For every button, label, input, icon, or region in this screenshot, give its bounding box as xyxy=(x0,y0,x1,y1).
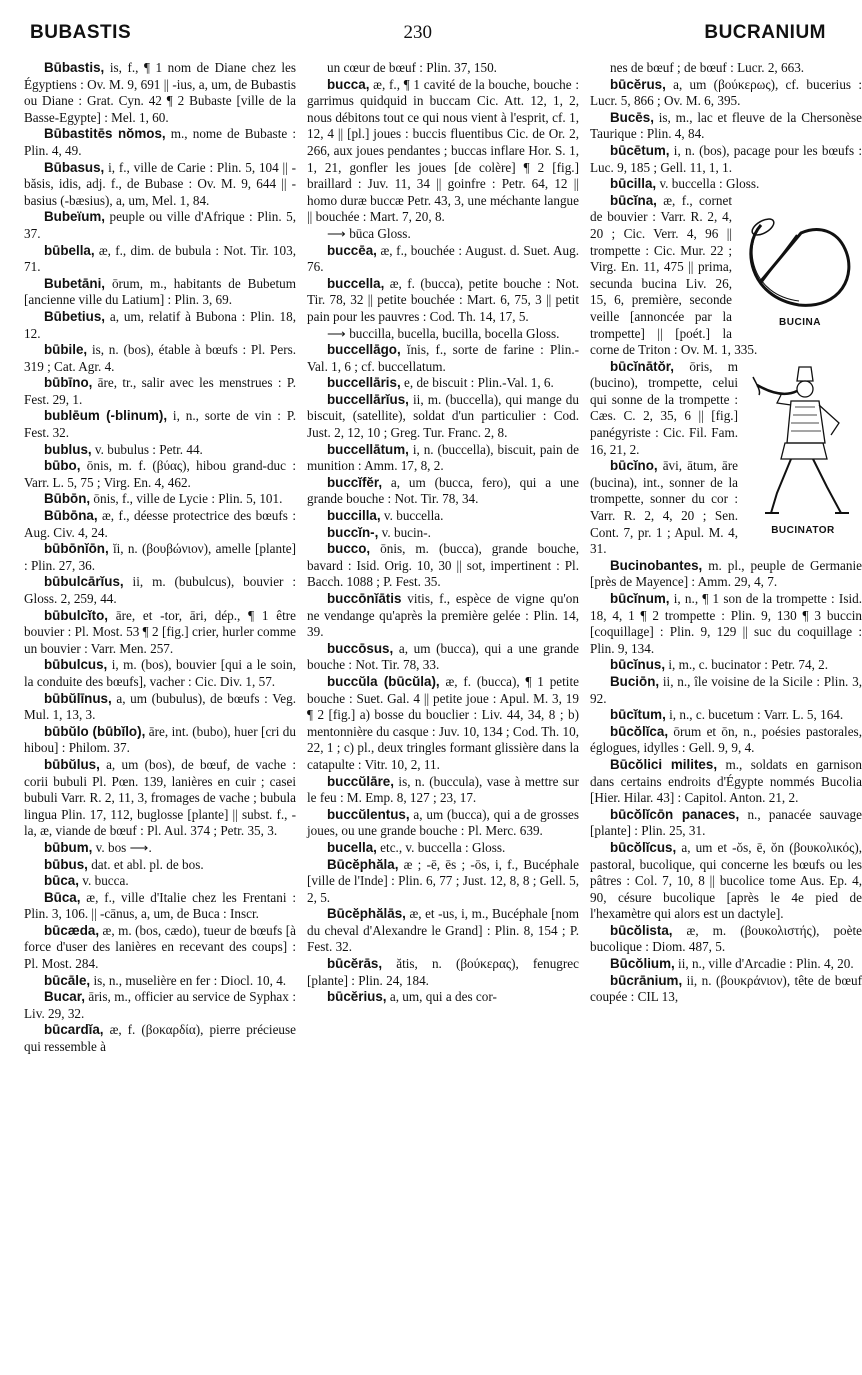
dictionary-entry xyxy=(307,375,579,392)
entry-definition: a, um (βούκερως), cf. bucerius : Lucr. 5, 866 ; Ov. M. 6, 395. xyxy=(590,76,862,109)
dictionary-entry xyxy=(24,608,296,658)
entry-definition: a, um (bucca, fero), qui a une grande bouche : Not. Tir. 78, 34. xyxy=(307,474,580,507)
entry-headword: būcĭtum, xyxy=(610,707,666,723)
column-3 xyxy=(590,60,862,1371)
entry-definition: i, f., ville de Carie : Plin. 5, 104 || -băsis, idis, adj. f., de Bubase : Ov. M. 9, 644 || -basius (-bæsius), a, um, Mel. 1, 84. xyxy=(24,159,296,208)
entry-headword: Būbasus, xyxy=(44,159,105,175)
entry-headword: buccella, xyxy=(327,275,385,291)
dictionary-entry xyxy=(307,475,579,508)
dictionary-entry xyxy=(307,392,579,442)
running-head-left: BUBASTIS xyxy=(30,22,132,43)
page-header xyxy=(30,22,826,58)
entry-definition: v. bucca. xyxy=(82,873,129,889)
running-head-right: BUCRANIUM xyxy=(704,22,826,43)
dictionary-entry xyxy=(307,508,579,525)
dictionary-entry xyxy=(590,674,862,707)
entry-definition: a, um (bucca), qui a une grande bouche : Not. Tir. 78, 33. xyxy=(307,640,579,673)
entry-definition: ii, m. (bubulcus), bouvier : Gloss. 2, 259, 44. xyxy=(24,574,297,606)
entry-headword: Būbōn, xyxy=(44,491,91,507)
entry-headword: Bubeïum, xyxy=(44,209,106,225)
dictionary-entry xyxy=(590,956,862,973)
entry-headword: būbile, xyxy=(44,342,88,358)
bucinator-figure-drawing xyxy=(751,363,855,523)
dictionary-entry xyxy=(24,724,296,757)
entry-bucinator: būcĭnātŏr, ōris, m (bucino), trompette, celui qui sonne de la trompette : Cæs. C. 2, 35, 6 || [fig.] panégyriste : Cic. Fil. Fam. 16, 21, 2. xyxy=(590,358,738,457)
entry-definition: āre, tr., salir avec les menstrues : P. Fest. 29, 1. xyxy=(24,375,296,407)
entry-definition: ⟶ buccilla, bucella, bucilla, bocella Gloss. xyxy=(327,325,560,341)
bucinator-caption: BUCINATOR xyxy=(771,524,835,536)
entry-definition: is, f., ¶ 1 nom de Diane chez les Égyptiens : Ov. M. 9, 691 || -ius, a, um, de Bubastis ou Diane : Grat. Cyn. 42 ¶ 2 Bubaste [ville de la Basse-Egypte] : Mel. 1, 60. xyxy=(24,60,296,125)
entry-definition: æ, m. (βουκολιστής), poète bucolique : Diom. 487, 5. xyxy=(590,922,862,955)
entry-definition: æ, f., ville d'Italie chez les Frentani : Plin. 3, 106. || -cānus, a, um, de Buca : Inscr. xyxy=(24,889,297,922)
dictionary-entry xyxy=(24,458,296,491)
dictionary-entry xyxy=(24,923,296,973)
entry-definition: nes de bœuf ; de bœuf : Lucr. 2, 663. xyxy=(610,60,805,75)
entry-headword: buccōsus, xyxy=(327,640,394,656)
entry-definition: is, n. (bos), étable à bœufs : Pl. Pers. 319 ; Cat. Agr. 4. xyxy=(24,342,297,374)
dictionary-entry xyxy=(307,243,579,276)
entry-definition: v. bubulus : Petr. 44. xyxy=(94,441,203,457)
entry-definition: a, um, qui a des cor- xyxy=(389,989,497,1005)
entry-definition: is, m., lac et fleuve de la Chersonèse Taurique : Plin. 4, 84. xyxy=(590,109,862,142)
entry-headword: būca, xyxy=(44,873,79,889)
entry-definition: i, n., c. bucetum : Varr. L. 5, 164. xyxy=(669,707,844,723)
dictionary-entry xyxy=(24,840,296,857)
dictionary-entry xyxy=(307,989,579,1006)
dictionary-entry xyxy=(24,508,296,541)
dictionary-entry xyxy=(24,126,296,159)
dictionary-entry xyxy=(307,807,579,840)
dictionary-entry xyxy=(307,226,579,243)
dictionary-entry xyxy=(307,840,579,857)
entry-headword: Būcŏlici milites, xyxy=(610,756,718,772)
dictionary-entry xyxy=(24,309,296,342)
entry-definition: æ, et -us, i, m., Bucéphale [nom du cheval d'Alexandre le Grand] : Plin. 8, 154 ; P. Fest. 32. xyxy=(307,906,580,955)
entry-headword: būbella, xyxy=(44,242,95,258)
entry-definition: ii, n., île voisine de la Sicile : Plin. 3, 92. xyxy=(590,673,862,706)
dictionary-entry xyxy=(590,973,862,1006)
entry-definition: v. buccella : Gloss. xyxy=(659,176,760,192)
entry-headword: būcĕrius, xyxy=(327,989,387,1005)
entry-headword: būcĭnum, xyxy=(610,591,670,606)
dictionary-entry xyxy=(307,342,579,375)
entry-headword: būcŏlĭcōn panaces, xyxy=(610,806,740,822)
dictionary-entry xyxy=(24,890,296,923)
entry-headword: būbŭlīnus, xyxy=(44,690,112,706)
entry-definition: ōrum, m., habitants de Bubetum [ancienne ville du Latium] : Plin. 3, 69. xyxy=(24,275,296,308)
entry-headword: buccĭfĕr, xyxy=(327,474,383,490)
dictionary-entry xyxy=(24,757,296,840)
entry-headword: Būca, xyxy=(44,889,81,905)
entry-definition: ōrum et ōn, n., poésies pastorales, églogues, idylles : Gell. 9, 9, 4. xyxy=(590,723,862,756)
entry-headword: būcāle, xyxy=(44,972,91,988)
dictionary-entry xyxy=(307,60,579,77)
entry-headword: buccōnĭātis xyxy=(327,591,402,606)
entry-headword: bublus, xyxy=(44,441,92,457)
dictionary-entry xyxy=(590,176,862,193)
entry-definition: ĭnis, f., sorte de farine : Plin.-Val. 1, 6 ; cf. buccellatum. xyxy=(307,342,580,374)
dictionary-entry xyxy=(24,873,296,890)
dictionary-entry xyxy=(590,707,862,724)
entry-headword: Būcĕphălās, xyxy=(327,906,406,922)
entry-definition: i, n. (buccella), biscuit, pain de munition : Amm. 17, 8, 2. xyxy=(307,441,579,474)
dictionary-entry xyxy=(24,1022,296,1055)
entry-headword: būbum, xyxy=(44,839,93,855)
entry-bucino: būcĭno, āvi, ātum, āre (bucina), int., sonner de la trompette, sonner du cor : Varr. R. 2, 4, 20 ; Sen. Cont. 7, pr. 1 ; Apul. M. 4, 31. xyxy=(590,458,739,557)
entry-definition: a, um (bucca), qui a de grosses joues, ou une grande bouche : Pl. Merc. 639. xyxy=(307,806,580,839)
entry-headword: būcrānium, xyxy=(610,972,683,988)
bucina-illustration xyxy=(738,197,862,328)
entry-definition: æ, f., dim. de bubula : Not. Tir. 103, 71. xyxy=(24,242,296,275)
entry-headword: bucco, xyxy=(327,541,371,557)
dictionary-entry xyxy=(24,160,296,210)
entry-headword: buccŭlentus, xyxy=(327,806,410,822)
entry-definition: i, m., c. bucinator : Petr. 74, 2. xyxy=(668,657,829,673)
dictionary-entry xyxy=(307,956,579,989)
dictionary-entry xyxy=(307,774,579,807)
entry-headword: būbŭlo (būbĭlo), xyxy=(44,723,146,739)
entry-definition: a, um (bubulus), de bœufs : Veg. Mul. 1, 13, 3. xyxy=(24,690,296,723)
entry-definition: i, n., sorte de vin : P. Fest. 32. xyxy=(24,408,296,441)
entry-definition: i, n., ¶ 1 son de la trompette : Isid. 18, 4, 1 ¶ 2 trompette : Plin. 9, 130 ¶ 3 buccin [coquillage] : Plin. 9, 129 || suc du coquillage : Plin. 9, 134. xyxy=(590,591,862,656)
entry-definition: v. buccella. xyxy=(383,508,444,524)
dictionary-entry xyxy=(24,60,296,126)
entry-definition: is, n., muselière en fer : Diocl. 10, 4. xyxy=(93,972,287,988)
entry-headword: Būcŏlium, xyxy=(610,956,675,972)
dictionary-entry xyxy=(590,110,862,143)
dictionary-entry xyxy=(307,525,579,542)
dictionary-entry xyxy=(307,276,579,326)
dictionary-entry xyxy=(590,77,862,110)
dictionary-entry xyxy=(24,375,296,408)
column-2 xyxy=(307,60,579,1371)
dictionary-entry xyxy=(24,541,296,574)
entry-definition: æ, f., déesse protectrice des bœufs : Aug. Civ. 4, 24. xyxy=(24,508,297,540)
dictionary-entry xyxy=(307,77,579,226)
entry-headword: būcĕrās, xyxy=(327,956,383,972)
entry-definition: a, um (bos), de bœuf, de vache : corii bubuli Pl. Pœn. 139, lanières en cuir ; casei bubuli Varr. R. 2, 11, 3, fromages de vache ; bubula lingua Plin. 17, 112, buglosse [plante] || subst. f., -la, æ, viande de bœuf : Pl. Aul. 374 ; Petr. 35, 3. xyxy=(24,756,297,839)
entry-headword: būcĭnus, xyxy=(610,657,666,673)
bucina-caption: BUCINA xyxy=(779,316,821,328)
entry-headword: Būbastitēs nŏmos, xyxy=(44,126,166,142)
entry-headword: Būbetius, xyxy=(44,308,106,324)
entry-headword: buccellāris, xyxy=(327,375,401,391)
dictionary-columns xyxy=(24,60,862,1371)
entry-headword: buccēa, xyxy=(327,242,377,258)
entry-definition: æ, f. (βοκαρδία), pierre précieuse qui ressemble à xyxy=(24,1022,297,1055)
entry-headword: buccellāgo, xyxy=(327,342,401,358)
dictionary-entry xyxy=(24,491,296,508)
entry-headword: būcŏlista, xyxy=(610,922,673,938)
entry-definition: āre, int. (bubo), huer [cri du hibou] : Philom. 37. xyxy=(24,723,296,756)
dictionary-entry xyxy=(307,326,579,343)
entry-headword: buccĭn-, xyxy=(327,524,379,540)
entry-definition: æ, m. (bos, cædo), tueur de bœufs [à force d'user des lanières en recevant des coups] : Pl. Most. 284. xyxy=(24,922,297,972)
entry-definition: ĭi, n. (βουβώνιον), amelle [plante] : Plin. 27, 36. xyxy=(24,541,296,573)
dictionary-entry xyxy=(24,243,296,276)
entry-definition: ii, m. (buccella), qui mange du biscuit, (satellite), soldat d'un particulier : Cod. Just. 2, 12, 10 ; Greg. Tur. Franc. 2, 8. xyxy=(307,391,579,441)
entry-definition: ōnis, f., ville de Lycie : Plin. 5, 101. xyxy=(93,491,283,507)
entry-headword: būcŏlĭca, xyxy=(610,723,669,739)
entry-definition: æ, f., ¶ 1 cavité de la bouche, bouche : garrimus quidquid in buccam Cic. Att. 12, 1, 2, nous débitons tout ce qui nous vient à l'esprit, cf. 1, 12, 4 || [pl.] joues : buccis fluentibus Cic. de Or. 2, 266, aux joues pendantes ; buccas inflare Hor. S. 1, 1, 21, gonfler les joues [de colère] ¶ 2 [fig.] braillard : Juv. 11, 34 || goinfre : Petr. 64, 12 || homo duræ buccæ Petr. 43, 3, une méchante langue || bouchée : Mart. 7, 20, 8. xyxy=(307,76,580,225)
dictionary-entry xyxy=(24,857,296,874)
dictionary-entry xyxy=(590,143,862,176)
entry-headword: būbulcĭto, xyxy=(44,607,108,623)
dictionary-entry xyxy=(24,691,296,724)
dictionary-entry xyxy=(307,442,579,475)
entry-definition: ⟶ būca Gloss. xyxy=(327,225,411,241)
dictionary-entry xyxy=(307,674,579,774)
entry-headword: būbus, xyxy=(44,856,88,872)
entry-definition: æ, f., bouchée : August. d. Suet. Aug. 76. xyxy=(307,242,579,275)
dictionary-entry xyxy=(590,657,862,674)
entry-definition: dat. et abl. pl. de bos. xyxy=(91,856,204,872)
dictionary-entry xyxy=(24,574,296,607)
bucina-horn-drawing xyxy=(741,197,859,315)
dictionary-entry xyxy=(590,60,862,77)
entry-headword: būbo, xyxy=(44,458,81,474)
dictionary-entry xyxy=(24,408,296,441)
dictionary-entry xyxy=(24,276,296,309)
entry-headword: būcĕrus, xyxy=(610,76,666,92)
dictionary-entry xyxy=(590,591,862,657)
entry-definition: āris, m., officier au service de Syphax : Liv. 29, 32. xyxy=(24,989,296,1021)
entry-headword: buccellārĭus, xyxy=(327,391,409,407)
dictionary-entry xyxy=(307,591,579,641)
dictionary-entry xyxy=(24,209,296,242)
entry-definition: i, n. (bos), pacage pour les bœufs : Luc. 9, 185 ; Gell. 11, 1, 1. xyxy=(590,142,862,175)
entry-definition: ătis, n. (βούκερας), fenugrec [plante] : Plin. 24, 184. xyxy=(307,956,580,988)
entry-headword: buccŭlāre, xyxy=(327,773,394,789)
column-1 xyxy=(24,60,296,1371)
entry-headword: būbulcārĭus, xyxy=(44,574,124,590)
entry-definition: peuple ou ville d'Afrique : Plin. 5, 37. xyxy=(24,209,297,241)
entry-definition: v. bucin-. xyxy=(381,524,431,540)
dictionary-entry xyxy=(590,923,862,956)
entry-definition: æ, f. (bucca), petite bouche : Not. Tir. 78, 32 || petite bouchée : Mart. 6, 75, 3 || petit pain pour les pauvres : Cod. Th. 14, 17, 5. xyxy=(307,275,579,324)
entry-definition: a, um, relatif à Bubona : Plin. 18, 12. xyxy=(24,308,296,341)
entry-headword: būcētum, xyxy=(610,142,670,158)
entry-definition: æ, f. (bucca), ¶ 1 petite bouche : Suet. Gal. 4 || petite joue : Apul. M. 3, 19 ¶ 2 [fig.] a) bosse du bouclier : Liv. 44, 34, 8 ; b) mentonnière du casque : Juv. 10, 134 ; Cod. Th. 10, 22, 1 ; c) pl., deux tringles formant glissière dans la catapulte : Vitr. 10, 2, 11. xyxy=(307,673,579,772)
entry-headword: Būbōna, xyxy=(44,508,98,524)
entry-headword: buccilla, xyxy=(327,508,381,524)
bucinator-illustration xyxy=(744,363,862,536)
entry-headword: Būcĕphăla, xyxy=(327,856,399,872)
entry-definition: ōnis, m. f. (βύας), hibou grand-duc : Varr. L. 5, 75 ; Virg. En. 4, 462. xyxy=(24,458,296,490)
dictionary-entry xyxy=(590,807,862,840)
entry-headword: Buciōn, xyxy=(610,673,660,689)
entry-definition: i, m. (bos), bouvier [qui a le soin, la conduite des bœufs], vacher : Cic. Div. 1, 57. xyxy=(24,657,297,689)
entry-headword: Bucinobantes, xyxy=(610,557,703,573)
entry-headword: būcilla, xyxy=(610,176,657,192)
entry-definition: m., soldats en garnison dans certains endroits d'Égypte nommés Bucolia [Hier. Hilar. 43] : Capitol. Anton. 21, 2. xyxy=(590,756,862,806)
entry-definition: n., panacée sauvage [plante] : Plin. 25, 31. xyxy=(590,806,862,839)
entry-definition: etc., v. buccella : Gloss. xyxy=(380,839,506,855)
dictionary-entry xyxy=(307,906,579,956)
entry-headword: Bucēs, xyxy=(610,109,654,125)
entry-bucina: būcĭna, æ, f., cornet de bouvier : Varr. R. 2, 4, 20 ; Cic. Verr. 4, 96 || trompette : Cic. Mur. 22 ; Virg. En. 11, 475 || prima, secunda bucina Liv. 26, 15, 6, première, seconde veille [annoncée par la trompette] || [poét.] la corne de Triton : Ov. M. 1, 335. xyxy=(590,192,758,358)
dictionary-entry xyxy=(24,342,296,375)
entry-headword: Bucar, xyxy=(44,989,85,1005)
entry-definition: vitis, f., espèce de vigne qu'on ne vendange qu'après la première gelée : Plin. 14, 39. xyxy=(307,591,579,640)
entry-definition: ii, n. (βουκράνιον), tête de bœuf coupée : CIL 13, xyxy=(590,972,862,1005)
entry-definition: m. pl., peuple de Germanie [près de Mayence] : Amm. 29, 4, 7. xyxy=(590,557,862,590)
entry-headword: būbōnĭōn, xyxy=(44,541,109,557)
entry-headword: Bubetāni, xyxy=(44,275,106,291)
dictionary-entry xyxy=(24,973,296,990)
entry-headword: bucca, xyxy=(327,76,370,92)
dictionary-entry xyxy=(24,657,296,690)
dictionary-entry xyxy=(24,442,296,459)
entry-headword: būbulcus, xyxy=(44,657,108,673)
entry-headword: būbīno, xyxy=(44,375,93,391)
entry-headword: būbŭlus, xyxy=(44,756,100,772)
entry-definition: a, um et -ŏs, ē, ŏn (βουκολικός), pastoral, bucolique, qui concerne les bœufs ou les pâtres : Col. 7, 10, 8 || bucolice tome Aus. Ep. 4, 90, césure bucolique [après le 4e pied de l'hexamètre qui alors est un dactyle]. xyxy=(590,839,862,922)
entry-headword: būcæda, xyxy=(44,922,100,938)
dictionary-entry xyxy=(590,724,862,757)
entry-definition: e, de biscuit : Plin.-Val. 1, 6. xyxy=(404,375,554,391)
page-number: 230 xyxy=(403,22,432,43)
entry-definition: ōnis, m. (bucca), grande bouche, bavard : Isid. Orig. 10, 30 || sot, impertinent : Pl. Bacch. 1088 ; P. Fest. 35. xyxy=(307,541,579,590)
entry-headword: būcŏlĭcus, xyxy=(610,839,677,855)
dictionary-entry xyxy=(24,989,296,1022)
dictionary-entry xyxy=(307,641,579,674)
entry-headword: bublēum (-blinum), xyxy=(44,408,168,424)
entry-definition: āre, et -tor, āri, dép., ¶ 1 être bouvier : Pl. Most. 53 ¶ 2 [fig.] crier, hurler comme un bouvier : Varr. Men. 257. xyxy=(24,607,296,656)
entry-headword: Būbastis, xyxy=(44,60,105,75)
entry-definition: is, n. (buccula), vase à mettre sur le feu : M. Emp. 8, 127 ; 23, 17. xyxy=(307,773,580,806)
entry-headword: buccellātum, xyxy=(327,441,409,457)
dictionary-entry xyxy=(590,558,862,591)
entry-headword: bucella, xyxy=(327,839,377,855)
dictionary-entry xyxy=(307,541,579,591)
entry-definition: ii, n., ville d'Arcadie : Plin. 4, 20. xyxy=(678,956,854,972)
dictionary-entry xyxy=(590,757,862,807)
entry-headword: būcardĭa, xyxy=(44,1022,104,1038)
entry-definition: æ ; -ē, ēs ; -ōs, i, f., Bucéphale [ville de l'Inde] : Plin. 6, 77 ; Just. 12, 8, 8 ; Gell. 5, 2, 5. xyxy=(307,856,580,905)
dictionary-entry xyxy=(307,857,579,907)
entry-definition: un cœur de bœuf : Plin. 37, 150. xyxy=(327,60,497,75)
dictionary-entry xyxy=(590,840,862,923)
entry-headword: buccŭla (būcŭla), xyxy=(327,673,440,689)
entry-definition: m., nome de Bubaste : Plin. 4, 49. xyxy=(24,126,296,158)
entry-definition: v. bos ⟶. xyxy=(95,839,152,855)
